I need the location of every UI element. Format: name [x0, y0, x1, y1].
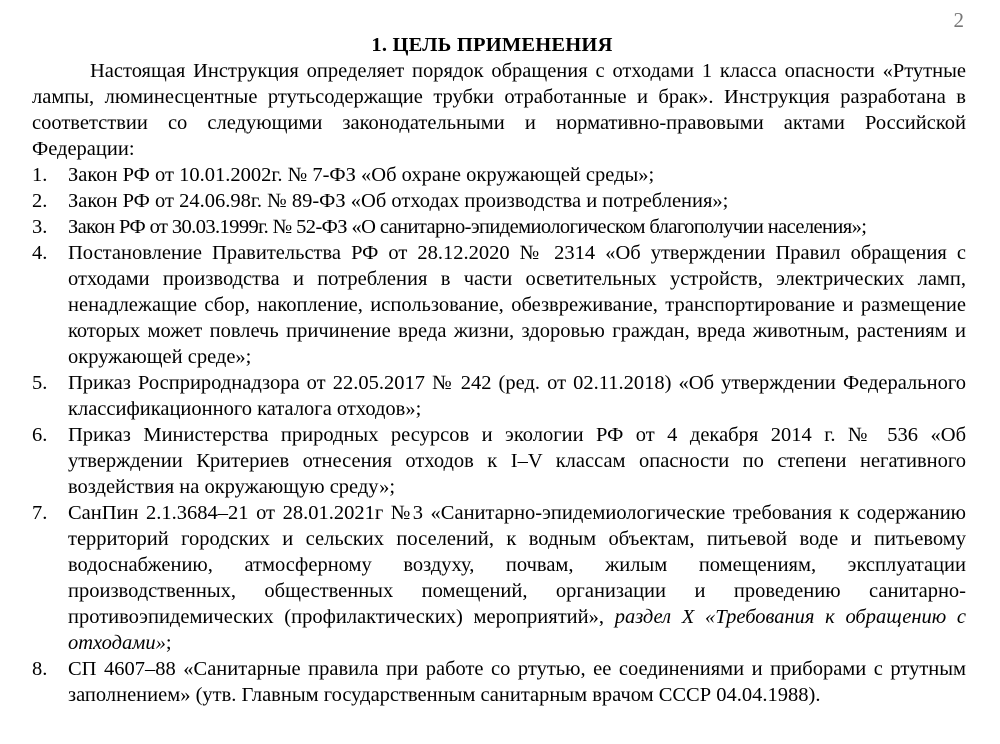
list-item-number: 2.: [32, 190, 48, 212]
section-heading: 1. ЦЕЛЬ ПРИМЕНЕНИЯ: [371, 34, 613, 56]
list-item-text: Закон РФ от 24.06.98г. № 89-ФЗ «Об отходах производства и потребления»;: [68, 190, 729, 212]
list-item-number: 5.: [32, 372, 48, 394]
list-item: [32, 422, 966, 500]
list-item-number: 3.: [32, 216, 48, 238]
list-item: [32, 162, 966, 188]
list-item: [32, 240, 966, 370]
list-item-number: 8.: [32, 658, 48, 680]
references-list: [32, 162, 966, 708]
list-item-tail: ;: [165, 632, 172, 654]
list-item-number: 7.: [32, 502, 48, 524]
list-item-text: СанПин 2.1.3684–21 от 28.01.2021г №3 «Санитарно-эпидемиологические требования к содержанию территорий городских и сельских поселений, к водным объектам, питьевой воде и питьевому водоснабжению, атмосферному воздуху, почвам, жилым помещениям, эксплуатации производственных, общественных помещений, организации и проведению санитарно-противоэпидемических (профилактических) мероприятий»,: [68, 502, 966, 628]
list-item-number: 4.: [32, 242, 48, 264]
list-item-text: Закон РФ от 10.01.2002г. № 7-ФЗ «Об охране окружающей среды»;: [68, 164, 655, 186]
list-item: [32, 370, 966, 422]
list-item-text: СП 4607–88 «Санитарные правила при работе со ртутью, ее соединениями и приборами с ртутным заполнением» (утв. Главным государственным санитарным врачом СССР 04.04.1988).: [68, 658, 966, 706]
list-item-number: 1.: [32, 164, 48, 186]
list-item-text: Закон РФ от 30.03.1999г. № 52-ФЗ «О санитарно-эпидемиологическом благополучии населения»;: [68, 216, 867, 238]
list-item: [32, 188, 966, 214]
list-item: [32, 656, 966, 708]
list-item: [32, 500, 966, 656]
page-number: 2: [953, 8, 964, 32]
list-item-italic-text: раздел X «Требования к обращению с отходами»: [68, 606, 966, 654]
list-item-text: Постановление Правительства РФ от 28.12.2020 № 2314 «Об утверждении Правил обращения с отходами производства и потребления в части осветительных устройств, электрических ламп, ненадлежащие сбор, накопление, использование, обезвреживание, транспортирование и размещение которых может повлечь причинение вреда жизни, здоровью граждан, вреда животным, растениям и окружающей среде»;: [68, 242, 966, 368]
list-item-text: Приказ Министерства природных ресурсов и экологии РФ от 4 декабря 2014 г. № 536 «Об утверждении Критериев отнесения отходов к I–V классам опасности по степени негативного воздействия на окружающую среду»;: [68, 424, 966, 498]
list-item-number: 6.: [32, 424, 48, 446]
intro-paragraph: Настоящая Инструкция определяет порядок обращения с отходами 1 класса опасности «Ртутные лампы, люминесцентные ртутьсодержащие трубки отработанные и брак». Инструкция разработана в соответствии со следующими законодательными и нормативно-правовыми актами Российской Федерации:: [32, 60, 966, 160]
list-item-text: Приказ Росприроднадзора от 22.05.2017 № 242 (ред. от 02.11.2018) «Об утверждении Федерального классификационного каталога отходов»;: [68, 372, 966, 420]
document-body: [32, 58, 966, 708]
list-item: [32, 214, 966, 240]
